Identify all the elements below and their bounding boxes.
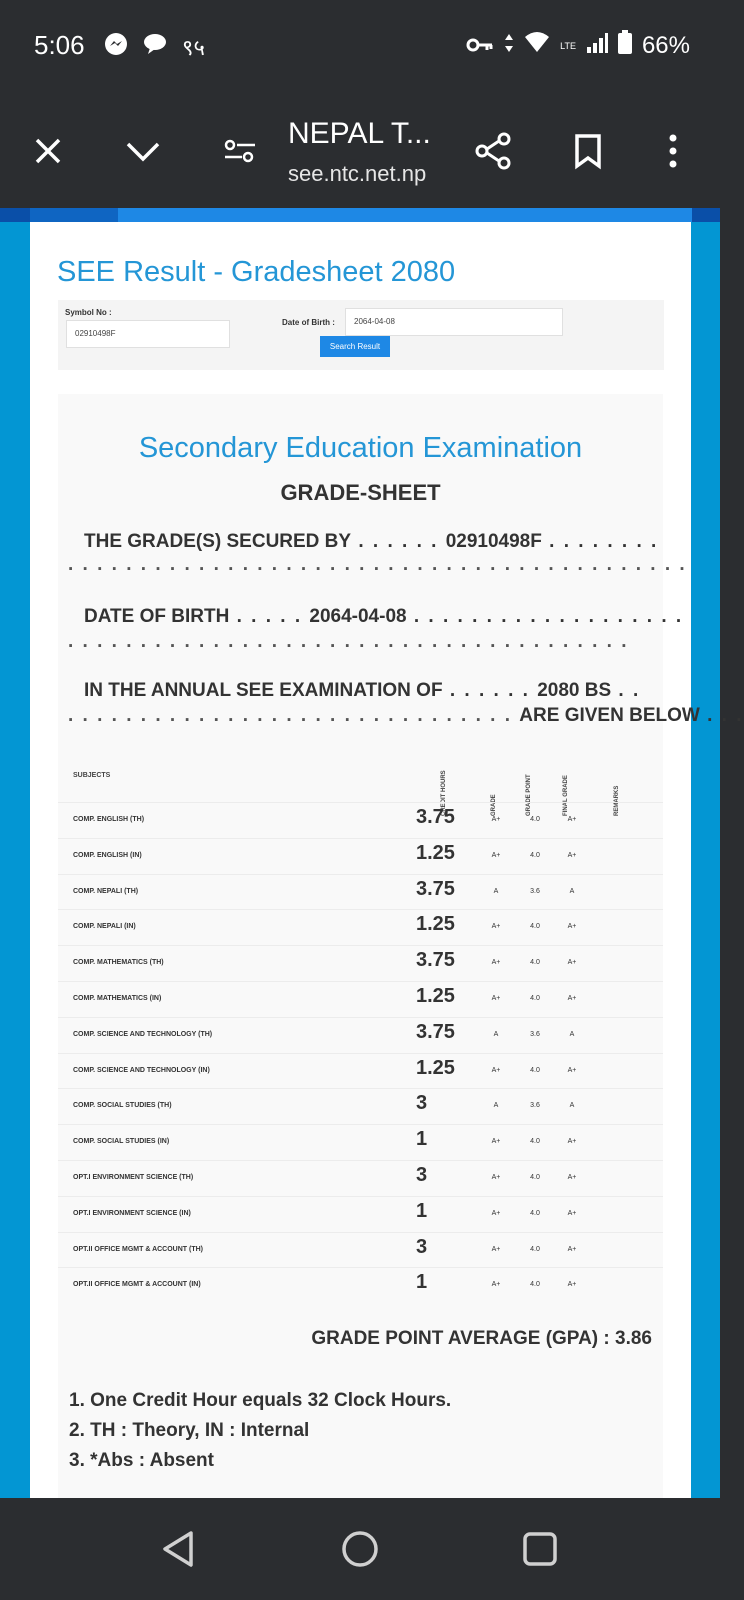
subject-cell: COMP. SCIENCE AND TECHNOLOGY (TH) <box>73 1030 213 1038</box>
grade-point-cell: 4.0 <box>530 1174 540 1181</box>
credit-hours-cell: 1 <box>416 1128 428 1151</box>
table-row <box>58 909 663 946</box>
more-options-button[interactable] <box>645 123 701 179</box>
home-circle-icon <box>341 1530 379 1568</box>
subject-cell: COMP. SCIENCE AND TECHNOLOGY (IN) <box>73 1066 210 1074</box>
battery-percent: 66% <box>641 31 690 59</box>
symbol-label: Symbol No : <box>65 308 112 317</box>
grade-cell: A+ <box>491 995 501 1002</box>
table-row <box>58 838 663 875</box>
grade-sheet <box>58 394 744 1504</box>
subject-cell: COMP. NEPALI (TH) <box>73 887 139 895</box>
exam-title: Secondary Education Examination <box>138 432 583 464</box>
site-header-band <box>0 208 720 222</box>
site-settings-button[interactable] <box>212 123 268 179</box>
subject-cell: OPT.I ENVIRONMENT SCIENCE (TH) <box>73 1174 194 1181</box>
grade-cell: A <box>493 1030 499 1038</box>
subject-cell: OPT.II OFFICE MGMT & ACCOUNT (IN) <box>73 1281 201 1289</box>
grade-point-cell: 4.0 <box>530 1281 540 1289</box>
key-icon <box>466 32 494 60</box>
page-url[interactable]: see.ntc.net.np <box>288 161 427 186</box>
grade-point-header: GRADE POINT <box>526 774 532 816</box>
subject-cell: COMP. ENGLISH (IN) <box>73 851 142 859</box>
status-bar <box>0 0 720 95</box>
gpa-value: 3.86 <box>615 1328 652 1349</box>
chat-bubble-icon <box>142 33 168 61</box>
dotted-filler: . . . . . . . . . . . . . . . . . . . . . . . . . . . . . . . . . . . . . . . . . . . <box>68 554 687 575</box>
grade-cell: A+ <box>491 851 501 859</box>
grade-cell: A+ <box>491 1174 501 1181</box>
credit-hours-cell: 1.25 <box>416 985 455 1007</box>
search-result-button[interactable]: Search Result <box>320 336 390 357</box>
credit-hours-cell: 3 <box>416 1092 428 1115</box>
credit-hours-cell: 3.75 <box>416 877 455 900</box>
notes-list <box>69 1386 451 1476</box>
grade-point-cell: 4.0 <box>530 923 540 931</box>
gpa-line: GRADE POINT AVERAGE (GPA) : 3.86 <box>311 1328 652 1349</box>
share-button[interactable] <box>465 123 521 179</box>
credit-hours-cell: 3.75 <box>416 1020 455 1043</box>
credit-hours-cell: 3 <box>416 1235 428 1258</box>
credit-hours-cell: 1 <box>416 1271 428 1294</box>
final-grade-header: FINAL GRADE <box>563 775 569 816</box>
grade-cell: A <box>493 887 499 895</box>
credit-hours-cell: 1 <box>416 1199 428 1222</box>
search-form <box>58 300 664 370</box>
note-item: 1. One Credit Hour equals 32 Clock Hours. <box>69 1390 452 1411</box>
table-row <box>58 1088 663 1125</box>
credit-hours-cell: 3.75 <box>416 949 455 972</box>
grade-cell: A+ <box>491 1138 501 1146</box>
remarks-header: REMARKS <box>614 785 620 816</box>
share-icon <box>474 132 512 170</box>
recents-square-icon <box>522 1531 558 1567</box>
table-row <box>58 802 663 839</box>
dob-label: Date of Birth : <box>282 318 335 327</box>
credit-hours-cell: 1.25 <box>416 841 455 864</box>
final-grade-cell: A+ <box>567 1138 577 1146</box>
close-icon <box>33 136 63 166</box>
result-card <box>30 222 744 1498</box>
final-grade-cell: A+ <box>567 1174 577 1181</box>
grade-point-cell: 3.6 <box>530 887 540 895</box>
credit-hours-header: CREDIT HOURS <box>441 770 447 816</box>
final-grade-cell: A <box>569 1102 575 1110</box>
table-row <box>58 874 663 911</box>
browser-toolbar <box>0 95 720 208</box>
grade-point-cell: 3.6 <box>530 1030 540 1038</box>
tune-icon <box>223 136 257 166</box>
bookmark-icon <box>574 134 602 168</box>
final-grade-cell: A+ <box>567 1209 577 1217</box>
subject-cell: OPT.I ENVIRONMENT SCIENCE (IN) <box>73 1209 191 1217</box>
secured-by-line: THE GRADE(S) SECURED BY . . . . . . 02910498F . . . . . . . . <box>84 531 659 552</box>
grade-cell: A+ <box>491 1209 501 1217</box>
table-row <box>58 1160 663 1197</box>
final-grade-cell: A+ <box>567 959 577 967</box>
grade-point-cell: 4.0 <box>530 1138 540 1146</box>
table-row <box>58 1196 663 1233</box>
table-row <box>58 945 663 982</box>
credit-hours-cell: 3 <box>416 1164 428 1186</box>
navigation-bar <box>0 1498 720 1600</box>
grade-cell: A+ <box>491 1066 501 1074</box>
recents-button[interactable] <box>515 1524 565 1574</box>
table-row <box>58 1017 663 1054</box>
web-content[interactable] <box>0 208 744 1498</box>
grade-point-cell: 4.0 <box>530 1066 540 1074</box>
given-below-line: . . . . . . . . . . . . . . . . . . . . . . . . . . . . . . . ARE GIVEN BELOW . . . <box>68 705 744 726</box>
subject-cell: COMP. SOCIAL STUDIES (TH) <box>73 1102 172 1110</box>
table-row <box>58 1053 663 1090</box>
subject-cell: OPT.II OFFICE MGMT & ACCOUNT (TH) <box>73 1245 204 1253</box>
data-arrows-icon <box>504 32 514 60</box>
dob-line: DATE OF BIRTH . . . . . 2064-04-08 . . . . . . . . . . . . . . . . . . . <box>84 606 684 627</box>
grade-cell: A+ <box>491 923 501 931</box>
close-button[interactable] <box>20 123 76 179</box>
home-button[interactable] <box>335 1524 385 1574</box>
table-row <box>58 1267 663 1304</box>
table-row <box>58 1232 663 1269</box>
battery-icon <box>618 30 632 61</box>
annual-exam-line: IN THE ANNUAL SEE EXAMINATION OF . . . . . . 2080 BS . . <box>84 680 641 701</box>
credit-hours-cell: 1.25 <box>416 1056 455 1079</box>
page-heading: SEE Result - Gradesheet 2080 <box>57 256 456 288</box>
grade-cell: A+ <box>491 1245 501 1253</box>
collapse-button[interactable] <box>115 123 171 179</box>
dob-input[interactable]: 2064-04-08 <box>345 308 563 336</box>
chevron-down-icon <box>125 139 161 163</box>
final-grade-cell: A+ <box>567 1281 577 1289</box>
more-vert-icon <box>667 134 679 168</box>
final-grade-cell: A+ <box>567 816 577 823</box>
grade-point-cell: 4.0 <box>530 1245 540 1253</box>
final-grade-cell: A+ <box>567 1066 577 1074</box>
final-grade-cell: A+ <box>567 995 577 1002</box>
final-grade-cell: A+ <box>567 923 577 931</box>
page-title: NEPAL T... <box>288 117 431 150</box>
back-triangle-icon <box>161 1530 195 1568</box>
table-row <box>58 1124 663 1161</box>
grade-point-cell: 4.0 <box>530 959 540 967</box>
note-item: 3. *Abs : Absent <box>69 1450 214 1471</box>
symbol-input[interactable]: 02910498F <box>66 320 230 348</box>
wifi-icon <box>524 31 550 60</box>
lte-label: LTE <box>560 40 576 51</box>
grade-cell: A+ <box>491 1281 501 1289</box>
final-grade-cell: A+ <box>567 851 577 859</box>
grade-cell: A <box>493 1102 499 1110</box>
grade-point-cell: 3.6 <box>530 1102 540 1110</box>
grade-point-cell: 4.0 <box>530 1209 540 1217</box>
grade-point-cell: 4.0 <box>530 851 540 859</box>
dotted-filler: . . . . . . . . . . . . . . . . . . . . . . . . . . . . . . . . . . . . . . . <box>68 631 629 652</box>
status-time: 5:06 <box>34 30 85 60</box>
bookmark-button[interactable] <box>560 123 616 179</box>
final-grade-cell: A <box>569 887 575 895</box>
subject-cell: COMP. NEPALI (IN) <box>73 923 136 931</box>
subject-cell: COMP. MATHEMATICS (IN) <box>73 995 162 1002</box>
notification-text: ९५ <box>182 35 205 60</box>
messenger-icon <box>104 32 128 62</box>
credit-hours-cell: 3.75 <box>416 806 455 828</box>
grade-point-cell: 4.0 <box>530 995 540 1002</box>
credit-hours-cell: 1.25 <box>416 913 455 936</box>
grade-cell: A+ <box>491 959 501 967</box>
subjects-header: SUBJECTS <box>73 772 111 779</box>
grade-header: GRADE <box>491 794 497 816</box>
signal-icon <box>586 32 608 60</box>
back-button[interactable] <box>153 1524 203 1574</box>
subject-cell: COMP. MATHEMATICS (TH) <box>73 959 164 967</box>
grade-sheet-title: GRADE-SHEET <box>280 480 441 505</box>
note-item: 2. TH : Theory, IN : Internal <box>69 1420 310 1441</box>
final-grade-cell: A <box>569 1030 575 1038</box>
table-row <box>58 981 663 1018</box>
grade-cell: A+ <box>491 816 501 823</box>
subject-cell: COMP. SOCIAL STUDIES (IN) <box>73 1138 170 1146</box>
subject-cell: COMP. ENGLISH (TH) <box>73 816 145 823</box>
grade-point-cell: 4.0 <box>530 816 540 823</box>
final-grade-cell: A+ <box>567 1245 577 1253</box>
